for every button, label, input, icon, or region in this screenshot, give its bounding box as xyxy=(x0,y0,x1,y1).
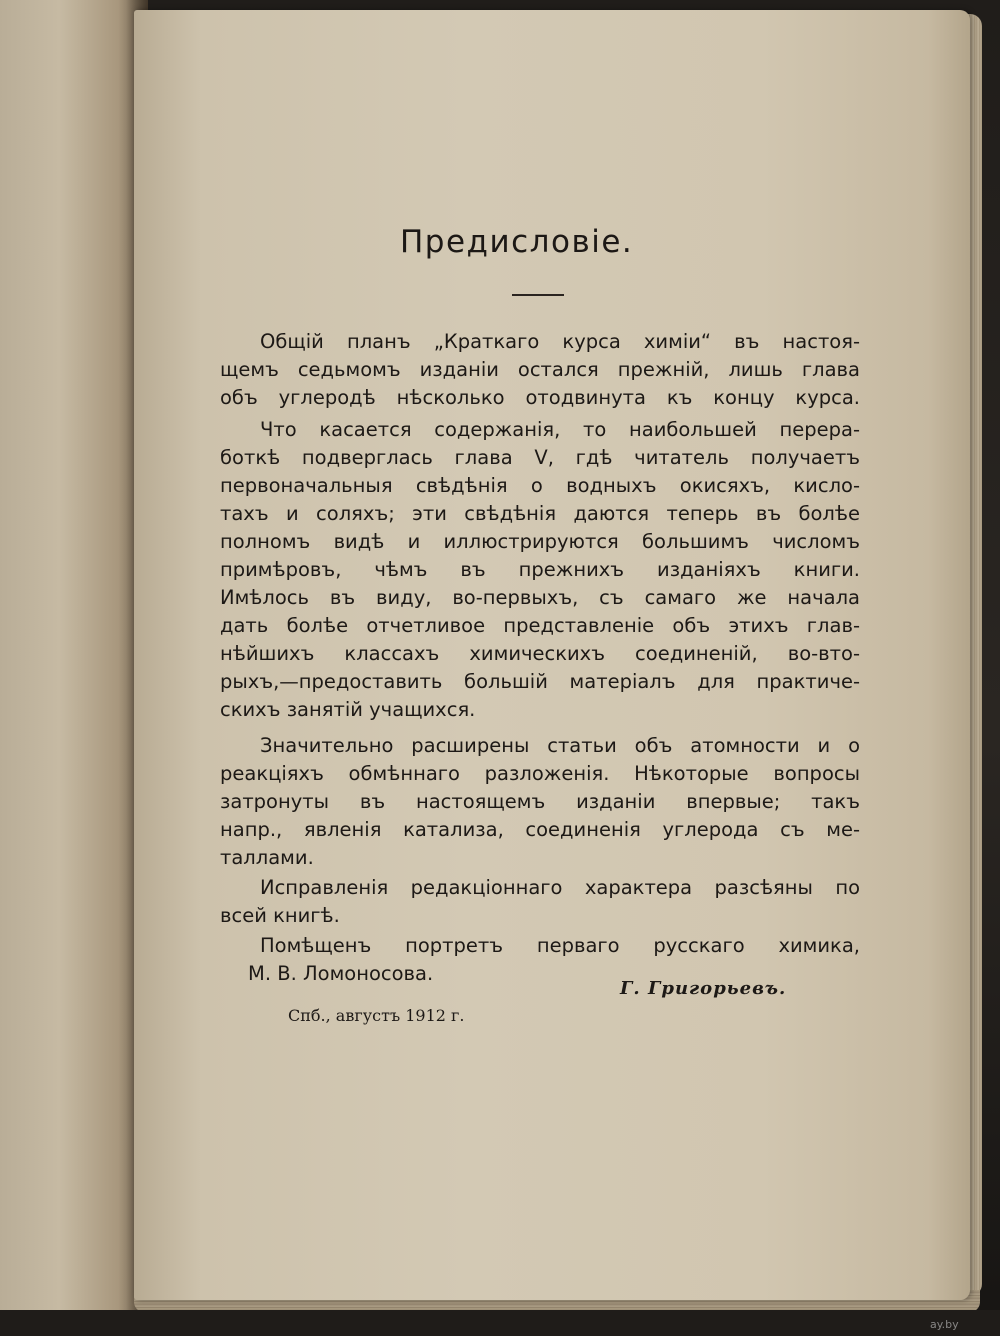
text-line: рыхъ,—предоставить большій матеріалъ для практиче- xyxy=(220,670,860,693)
text-line: объ углеродѣ нѣсколько отодвинута къ концу курса. xyxy=(220,386,860,409)
text-line: Общій планъ „Краткаго курса химіи“ въ настоя- xyxy=(260,330,860,353)
page-title: Предисловіе. xyxy=(400,224,634,260)
text-line: затронуты въ настоящемъ изданіи впервые; такъ xyxy=(220,790,860,813)
text-line: дать болѣе отчетливое представленіе объ этихъ глав- xyxy=(220,614,860,637)
text-line: тахъ и соляхъ; эти свѣдѣнія даются теперь въ болѣе xyxy=(220,502,860,525)
text-line: щемъ седьмомъ изданіи остался прежній, лишь глава xyxy=(220,358,860,381)
title-rule xyxy=(512,294,564,296)
text-line: нѣйшихъ классахъ химическихъ соединеній, во-вто- xyxy=(220,642,860,665)
text-line: первоначальныя свѣдѣнія о водныхъ окисяхъ, кисло- xyxy=(220,474,860,497)
text-line: Исправленія редакціоннаго характера разсѣяны по xyxy=(260,876,860,899)
site-watermark: ay.by xyxy=(930,1318,959,1331)
text-line: примѣровъ, чѣмъ въ прежнихъ изданіяхъ книги. xyxy=(220,558,860,581)
text-line: Имѣлось въ виду, во-первыхъ, съ самаго же начала xyxy=(220,586,860,609)
text-line: полномъ видѣ и иллюстрируются большимъ числомъ xyxy=(220,530,860,553)
text-line: Помѣщенъ портретъ перваго русскаго химика, xyxy=(260,934,860,957)
text-line: реакціяхъ обмѣннаго разложенія. Нѣкоторые вопросы xyxy=(220,762,860,785)
text-line: Значительно расширены статьи объ атомности и о xyxy=(260,734,860,757)
text-line: скихъ занятій учащихся. xyxy=(220,698,476,721)
author-signature: Г. Григорьевъ. xyxy=(620,978,787,999)
text-line: Что касается содержанія, то наибольшей перера- xyxy=(260,418,860,441)
text-line: всей книгѣ. xyxy=(220,904,340,927)
text-line: боткѣ подверглась глава V, гдѣ читатель получаетъ xyxy=(220,446,860,469)
text-line: напр., явленія катализа, соединенія углерода съ ме- xyxy=(220,818,860,841)
text-line: М. В. Ломоносова. xyxy=(248,962,434,985)
book-cover-bottom xyxy=(0,1310,1000,1336)
text-line: таллами. xyxy=(220,846,314,869)
place-date: Спб., августъ 1912 г. xyxy=(288,1006,465,1025)
